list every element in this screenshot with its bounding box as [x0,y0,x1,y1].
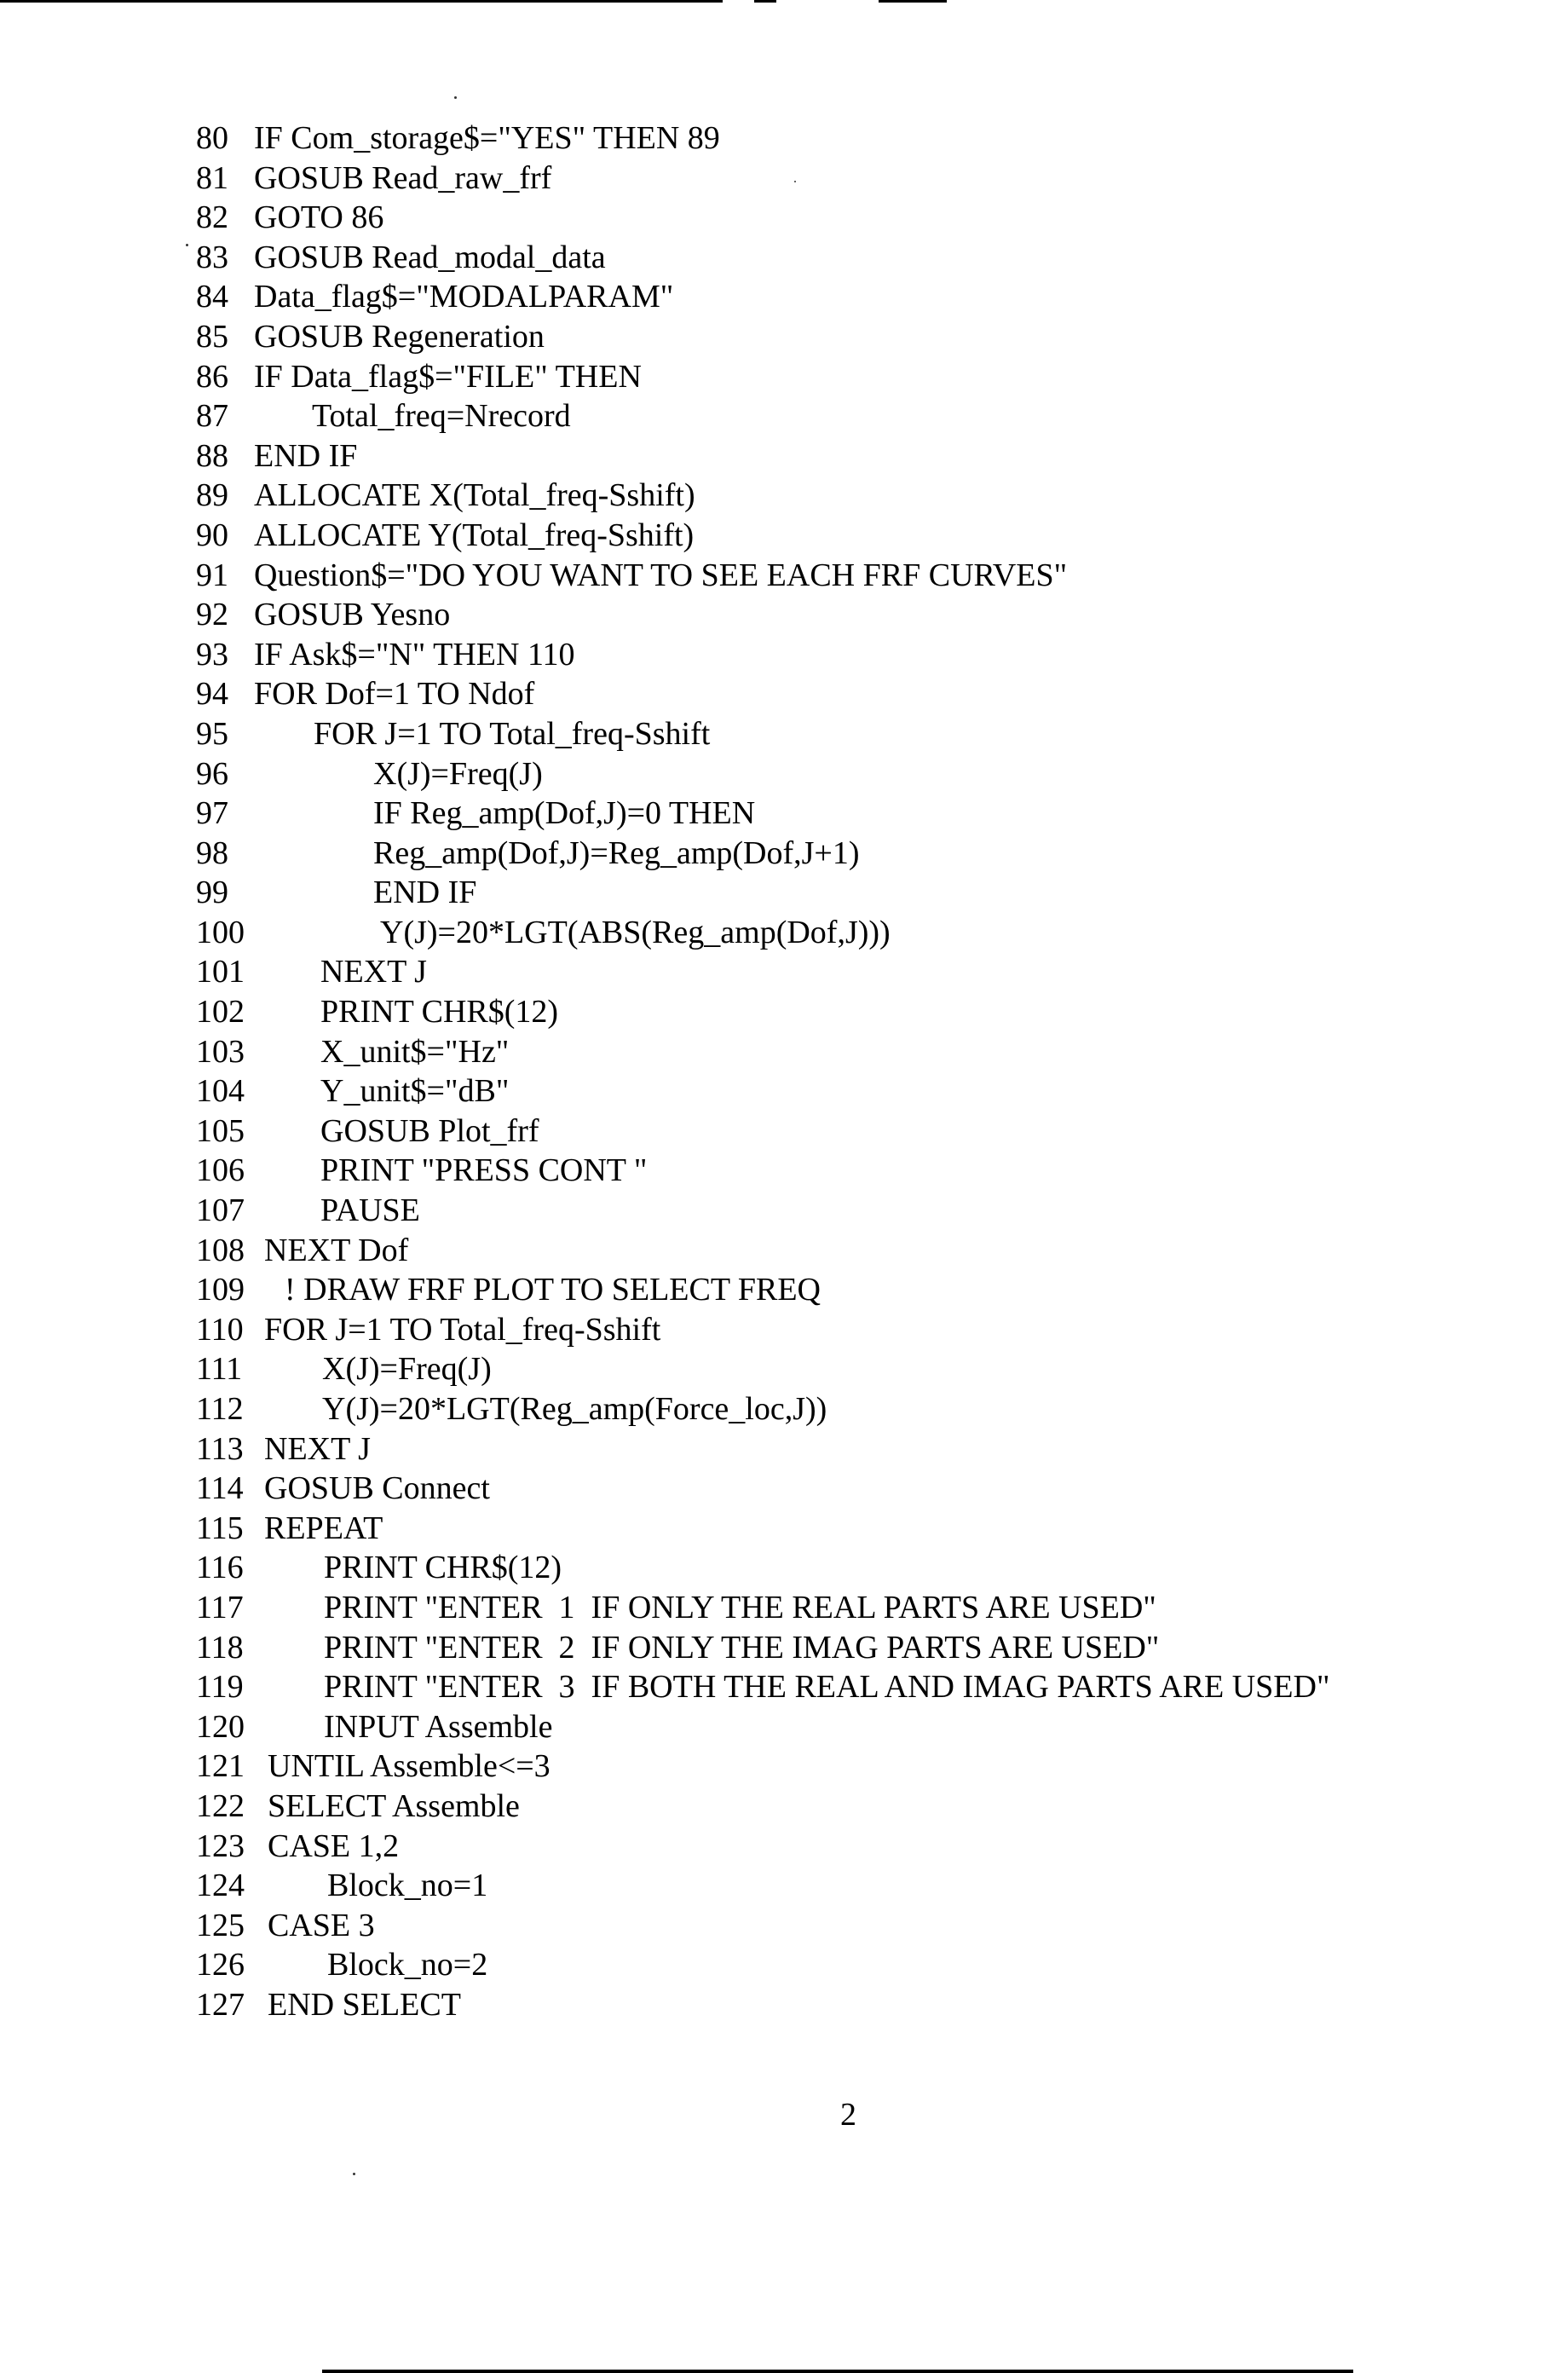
code-line [196,1071,1474,1111]
line-number: 85 [196,318,228,355]
line-number: 107 [196,1192,245,1229]
code-line [196,1945,1474,1985]
line-number: 96 [196,755,228,792]
code-line [196,159,1474,199]
line-text: PAUSE [320,1192,420,1229]
line-text: GOSUB Plot_frf [320,1112,539,1149]
line-text: END SELECT [268,1986,461,2023]
line-text: NEXT J [320,954,427,990]
line-text: ALLOCATE X(Total_freq-Sshift) [254,477,695,514]
code-line [196,277,1474,317]
line-text: X_unit$="Hz" [320,1033,510,1070]
code-line [196,556,1474,596]
line-text: END IF [373,875,477,911]
line-number: 80 [196,120,228,156]
line-text: CASE 1,2 [268,1827,400,1864]
code-line [196,1628,1474,1668]
line-text: GOSUB Regeneration [254,318,545,355]
code-line [196,1985,1474,2025]
code-line [196,1111,1474,1152]
line-number: 94 [196,676,228,713]
code-line [196,1787,1474,1827]
line-number: 83 [196,239,228,275]
code-line [196,1231,1474,1271]
line-text: Data_flag$="MODALPARAM" [254,279,674,315]
line-text: IF Data_flag$="FILE" THEN [254,358,642,395]
line-number: 84 [196,279,228,315]
line-number: 93 [196,636,228,673]
line-text: UNTIL Assemble<=3 [268,1748,551,1785]
line-number: 125 [196,1907,245,1943]
code-line [196,952,1474,992]
line-text: Y_unit$="dB" [320,1073,510,1110]
line-number: 116 [196,1550,244,1586]
code-line [196,357,1474,397]
line-number: 81 [196,159,228,196]
code-line [196,635,1474,675]
line-text: Y(J)=20*LGT(ABS(Reg_amp(Dof,J))) [380,914,891,950]
line-number: 118 [196,1629,244,1666]
line-text: Total_freq=Nrecord [312,398,571,435]
code-line [196,1827,1474,1867]
line-text: Reg_amp(Dof,J)=Reg_amp(Dof,J+1) [373,834,860,871]
line-number: 105 [196,1112,245,1149]
line-text: SELECT Assemble [268,1787,520,1824]
line-text: FOR Dof=1 TO Ndof [254,676,535,713]
code-line [196,317,1474,357]
line-text: Question$="DO YOU WANT TO SEE EACH FRF CURVES" [254,557,1068,593]
line-text: ALLOCATE Y(Total_freq-Sshift) [254,517,695,553]
line-text: FOR J=1 TO Total_freq-Sshift [264,1311,661,1348]
line-text: PRINT "ENTER 2 IF ONLY THE IMAG PARTS ARE USED" [324,1629,1160,1666]
line-text: REPEAT [264,1510,383,1546]
code-line [196,1032,1474,1072]
page-number: 2 [840,2097,856,2133]
line-number: 113 [196,1430,244,1467]
line-number: 91 [196,557,228,593]
code-line [196,674,1474,714]
code-line [196,1588,1474,1628]
code-line [196,1707,1474,1747]
code-line [196,1349,1474,1389]
line-text: PRINT "ENTER 3 IF BOTH THE REAL AND IMAG PARTS ARE USED" [324,1669,1330,1706]
code-line [196,834,1474,874]
line-text: END IF [254,437,358,474]
line-text: IF Com_storage$="YES" THEN 89 [254,120,720,156]
top-rule-fragment [879,0,947,3]
code-line [196,1389,1474,1429]
line-number: 122 [196,1787,245,1824]
line-text: PRINT CHR$(12) [320,994,559,1031]
line-number: 90 [196,517,228,553]
line-text: NEXT J [264,1430,371,1467]
line-number: 104 [196,1073,245,1110]
code-line [196,1429,1474,1469]
line-text: ! DRAW FRF PLOT TO SELECT FREQ [285,1272,821,1308]
code-line [196,198,1474,238]
top-rule [0,0,723,3]
line-number: 100 [196,914,245,950]
line-number: 109 [196,1272,245,1308]
line-number: 92 [196,597,228,633]
line-number: 95 [196,715,228,752]
line-text: X(J)=Freq(J) [373,755,543,792]
line-text: GOSUB Connect [264,1470,490,1507]
line-number: 106 [196,1152,245,1189]
code-line [196,1151,1474,1191]
line-number: 127 [196,1986,245,2023]
line-text: CASE 3 [268,1907,375,1943]
line-number: 82 [196,199,228,236]
line-text: Block_no=1 [327,1868,488,1904]
line-number: 88 [196,437,228,474]
line-number: 101 [196,954,245,990]
line-number: 119 [196,1669,244,1706]
line-text: GOSUB Yesno [254,597,451,633]
line-text: Y(J)=20*LGT(Reg_amp(Force_loc,J)) [322,1391,827,1427]
code-line [196,1906,1474,1946]
line-number: 87 [196,398,228,435]
code-line [196,754,1474,794]
code-line [196,436,1474,476]
code-line [196,714,1474,754]
line-text: PRINT "PRESS CONT " [320,1152,648,1189]
line-number: 123 [196,1827,245,1864]
line-text: X(J)=Freq(J) [322,1351,492,1388]
line-number: 111 [196,1351,243,1388]
line-number: 124 [196,1868,245,1904]
line-number: 99 [196,875,228,911]
line-text: PRINT CHR$(12) [324,1550,562,1586]
code-line [196,873,1474,913]
top-rule-fragment [754,0,776,3]
code-line [196,794,1474,834]
scan-speck [454,96,457,99]
scan-speck [353,2173,355,2175]
code-line [196,476,1474,516]
code-listing [196,118,1474,2025]
code-line [196,992,1474,1032]
line-number: 103 [196,1033,245,1070]
code-line [196,1469,1474,1509]
code-line [196,1509,1474,1549]
code-line [196,1310,1474,1350]
code-line [196,913,1474,953]
code-line [196,516,1474,556]
line-text: PRINT "ENTER 1 IF ONLY THE REAL PARTS ARE USED" [324,1589,1156,1625]
code-line [196,1747,1474,1787]
line-number: 114 [196,1470,244,1507]
line-number: 108 [196,1232,245,1268]
code-line [196,1548,1474,1588]
line-number: 97 [196,795,228,832]
bottom-rule [322,2370,1353,2373]
line-number: 89 [196,477,228,514]
code-line [196,396,1474,436]
line-number: 112 [196,1391,244,1427]
code-line [196,118,1474,159]
line-text: GOSUB Read_modal_data [254,239,606,275]
line-text: GOTO 86 [254,199,384,236]
line-number: 110 [196,1311,244,1348]
line-number: 126 [196,1947,245,1983]
line-text: IF Ask$="N" THEN 110 [254,636,575,673]
scan-speck [186,244,188,246]
line-number: 86 [196,358,228,395]
code-line [196,595,1474,635]
line-text: Block_no=2 [327,1947,488,1983]
line-text: NEXT Dof [264,1232,409,1268]
line-text: IF Reg_amp(Dof,J)=0 THEN [373,795,756,832]
line-number: 98 [196,834,228,871]
line-text: GOSUB Read_raw_frf [254,159,552,196]
code-line [196,1270,1474,1310]
line-number: 117 [196,1589,244,1625]
line-text: INPUT Assemble [324,1708,553,1745]
line-number: 121 [196,1748,245,1785]
code-line [196,1866,1474,1906]
code-line [196,238,1474,278]
code-line [196,1667,1474,1707]
line-number: 115 [196,1510,244,1546]
line-number: 102 [196,994,245,1031]
line-number: 120 [196,1708,245,1745]
line-text: FOR J=1 TO Total_freq-Sshift [314,715,711,752]
code-line [196,1191,1474,1231]
